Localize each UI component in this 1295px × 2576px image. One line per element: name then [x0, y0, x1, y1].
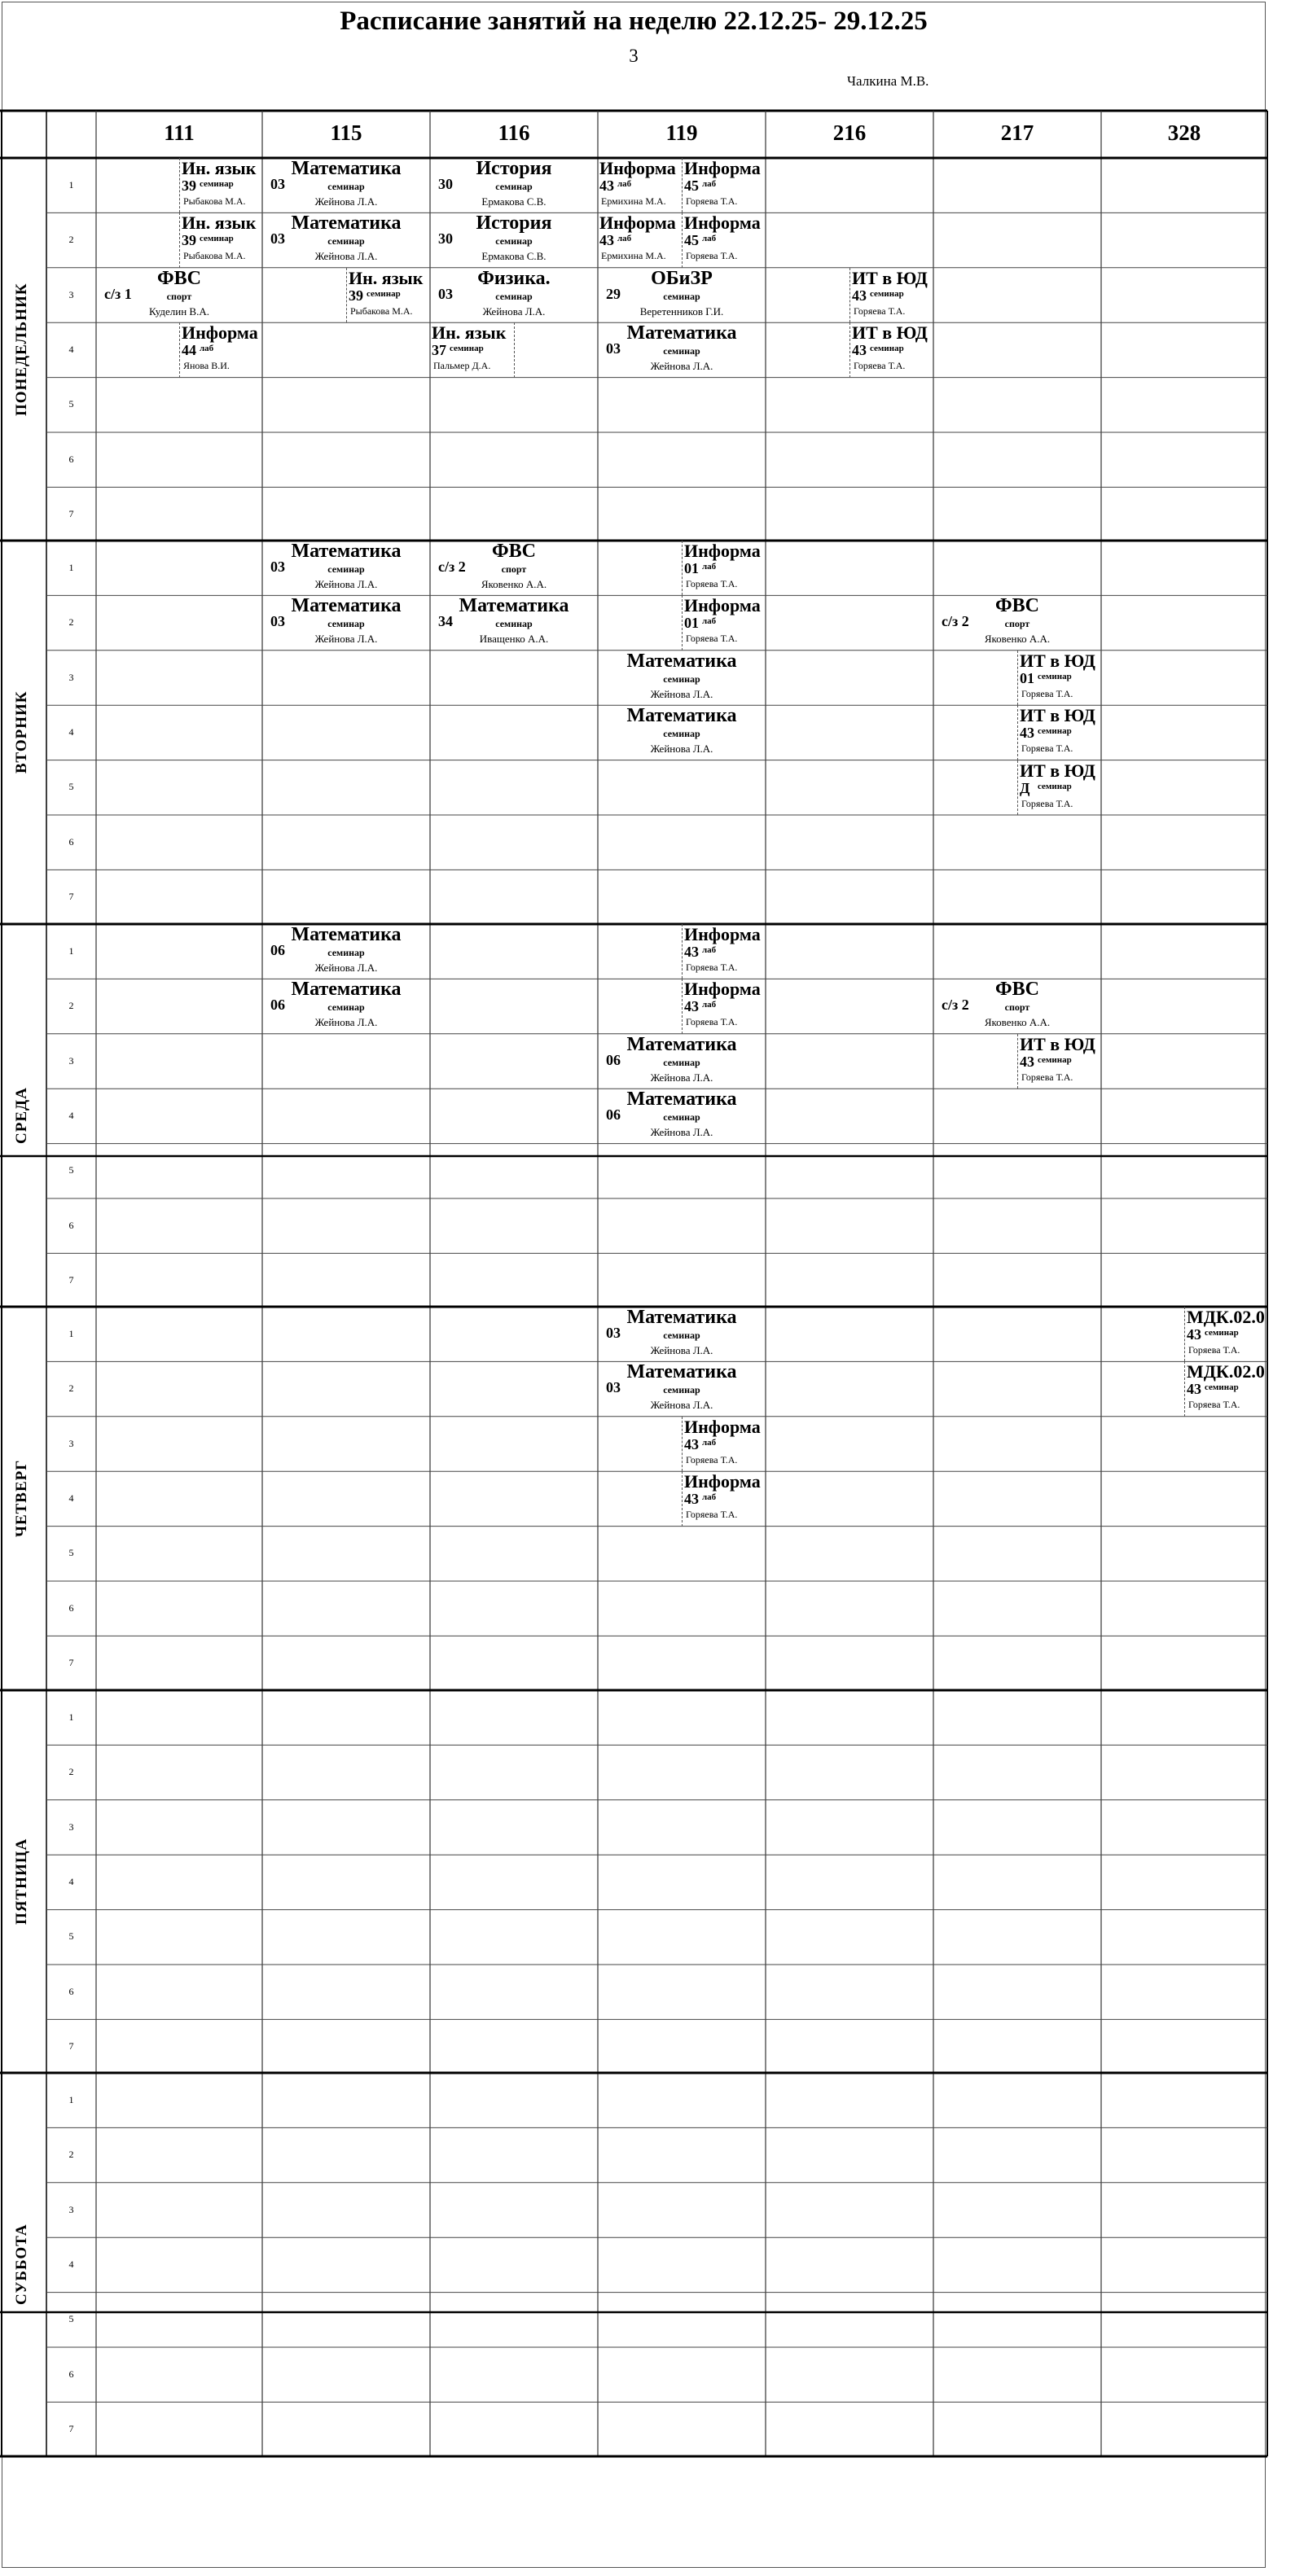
lesson-subject: Математика	[291, 595, 402, 617]
lesson-room: 03	[606, 340, 621, 357]
lesson-teacher: Горяева Т.А.	[686, 1509, 738, 1521]
page-title: Расписание занятий на неделю 22.12.25- 29.12.25	[340, 7, 928, 36]
lesson-subject: ИТ в ЮД	[1020, 650, 1095, 671]
lesson-type: спорт	[1004, 618, 1030, 630]
day-label: СРЕДА	[13, 1087, 30, 1144]
period-number: 3	[68, 1054, 74, 1067]
lesson-cell[interactable]	[262, 541, 430, 595]
lesson-type: семинар	[1038, 1054, 1072, 1065]
lesson-type: семинар	[200, 179, 234, 189]
period-number: 2	[68, 616, 74, 629]
period-number: 4	[68, 343, 74, 355]
lesson-subject: ИТ в ЮД	[1020, 705, 1095, 726]
lesson-subject: ИТ в ЮД	[852, 267, 928, 288]
lesson-subject: История	[476, 212, 552, 234]
lesson-cell[interactable]	[598, 1089, 766, 1143]
lesson-cell[interactable]	[430, 158, 598, 212]
lesson-cell[interactable]	[933, 595, 1101, 650]
lesson-room: 30	[438, 176, 453, 192]
lesson-cell[interactable]	[262, 924, 430, 979]
lesson-subject: Математика	[626, 1307, 737, 1328]
lesson-subject: Математика	[626, 650, 737, 672]
lesson-subject: Информа	[684, 595, 761, 616]
period-number: 6	[68, 1219, 74, 1231]
period-number: 1	[68, 178, 74, 191]
lesson-cell[interactable]	[1017, 760, 1102, 815]
lesson-type: семинар	[367, 288, 401, 299]
period-number: 7	[68, 2040, 74, 2052]
lesson-type: семинар	[495, 181, 533, 192]
lesson-type: семинар	[327, 1001, 365, 1014]
lesson-subject: Информа	[182, 322, 258, 344]
lesson-type: лаб	[702, 616, 717, 627]
lesson-room: 06	[270, 997, 285, 1014]
lesson-teacher: Ермихина М.А.	[601, 250, 666, 262]
room-header-216: 216	[832, 120, 867, 145]
lesson-type: семинар	[1038, 781, 1072, 791]
period-number: 1	[68, 2093, 74, 2105]
lesson-teacher: Веретенников Г.И.	[639, 304, 724, 318]
lesson-room: 03	[270, 559, 285, 575]
period-number: 3	[68, 2203, 74, 2215]
lesson-teacher: Жейнова Л.А.	[314, 633, 378, 646]
period-number: 4	[68, 1875, 74, 1887]
lesson-teacher: Рыбакова М.А.	[350, 304, 413, 317]
lesson-teacher: Ермихина М.А.	[601, 195, 666, 207]
lesson-room: 43	[852, 342, 867, 359]
lesson-subject: Информа	[684, 158, 761, 178]
lesson-teacher: Горяева Т.А.	[1188, 1344, 1240, 1356]
period-number: 3	[68, 1820, 74, 1833]
lesson-cell[interactable]	[682, 212, 766, 267]
lesson-type: семинар	[1038, 671, 1072, 681]
lesson-teacher: Жейнова Л.А.	[650, 1071, 713, 1084]
lesson-type: семинар	[327, 947, 365, 958]
group-number: 3	[629, 46, 639, 66]
room-header-328: 328	[1167, 120, 1201, 145]
lesson-subject: Математика	[459, 595, 569, 617]
lesson-teacher: Жейнова Л.А.	[650, 1344, 713, 1356]
lesson-subject: Математика	[291, 924, 402, 945]
lesson-cell[interactable]	[849, 322, 934, 377]
author-name: Чалкина М.В.	[847, 73, 929, 89]
lesson-subject: Математика	[626, 1033, 737, 1055]
period-number: 5	[68, 781, 74, 793]
lesson-room: 03	[270, 176, 285, 192]
lesson-type: лаб	[702, 1000, 717, 1010]
lesson-subject: ФВС	[492, 541, 536, 562]
lesson-cell[interactable]	[1184, 1361, 1268, 1416]
lesson-subject: Ин. язык	[349, 267, 424, 288]
period-number: 1	[68, 1711, 74, 1723]
day-label: СУББОТА	[13, 2223, 30, 2306]
lesson-room: 01	[684, 560, 699, 576]
lesson-room: 43	[684, 944, 699, 960]
lesson-type: семинар	[1205, 1328, 1239, 1338]
period-number: 6	[68, 453, 74, 465]
lesson-cell[interactable]	[682, 1471, 766, 1526]
period-number: 7	[68, 508, 74, 520]
lesson-teacher: Горяева Т.А.	[686, 1016, 738, 1028]
lesson-subject: Математика	[626, 1089, 737, 1111]
lesson-subject: Математика	[626, 705, 737, 727]
lesson-room: Д	[1020, 779, 1030, 796]
lesson-teacher: Янова В.И.	[183, 360, 230, 372]
lesson-teacher: Горяева Т.А.	[686, 1453, 738, 1465]
lesson-subject: МДК.02.0	[1187, 1307, 1265, 1327]
lesson-type: семинар	[450, 344, 484, 354]
lesson-cell[interactable]	[262, 595, 430, 650]
lesson-type: семинар	[1038, 726, 1072, 737]
lesson-room: 37	[432, 342, 446, 359]
period-number: 5	[68, 1164, 74, 1176]
lesson-cell[interactable]	[262, 979, 430, 1033]
lesson-room: 39	[182, 177, 196, 194]
lesson-teacher: Жейнова Л.А.	[650, 687, 713, 700]
period-number: 6	[68, 1601, 74, 1614]
lesson-type: лаб	[617, 234, 632, 244]
lesson-cell[interactable]	[1017, 651, 1102, 705]
lesson-type: семинар	[663, 1056, 700, 1068]
lesson-teacher: Жейнова Л.А.	[314, 1016, 378, 1029]
lesson-room: 45	[684, 177, 699, 194]
period-number: 5	[68, 1930, 74, 1943]
lesson-subject: Информа	[599, 212, 676, 234]
lesson-teacher: Ермакова С.В.	[481, 195, 547, 208]
lesson-room: с/з 1	[104, 285, 132, 302]
period-number: 5	[68, 398, 74, 410]
lesson-room: 43	[1187, 1381, 1201, 1398]
lesson-room: с/з 2	[942, 997, 969, 1014]
period-number: 7	[68, 1657, 74, 1669]
lesson-type: семинар	[200, 234, 234, 244]
lesson-type: семинар	[327, 235, 365, 248]
lesson-teacher: Рыбакова М.А.	[183, 250, 246, 262]
lesson-type: лаб	[702, 1437, 717, 1448]
lesson-type: семинар	[870, 344, 904, 354]
lesson-teacher: Горяева Т.А.	[686, 633, 738, 645]
lesson-type: спорт	[501, 563, 527, 575]
lesson-room: 03	[606, 1379, 621, 1396]
lesson-teacher: Яковенко А.А.	[984, 633, 1051, 646]
lesson-subject: Ин. язык	[182, 158, 257, 178]
lesson-teacher: Горяева Т.А.	[1188, 1399, 1240, 1411]
lesson-room: 06	[270, 942, 285, 958]
period-number: 3	[68, 288, 74, 300]
lesson-cell[interactable]	[430, 212, 598, 267]
lesson-cell[interactable]	[179, 322, 263, 377]
lesson-cell[interactable]	[598, 322, 766, 377]
lesson-room: 34	[438, 613, 453, 630]
lesson-room: 03	[606, 1325, 621, 1341]
lesson-teacher: Жейнова Л.А.	[314, 195, 378, 208]
lesson-teacher: Жейнова Л.А.	[314, 578, 378, 590]
lesson-teacher: Горяева Т.А.	[686, 962, 738, 973]
period-number: 4	[68, 2258, 74, 2270]
lesson-cell[interactable]	[1184, 1307, 1268, 1361]
lesson-teacher: Горяева Т.А.	[1021, 687, 1073, 699]
period-number: 1	[68, 944, 74, 957]
lesson-type: семинар	[663, 728, 700, 740]
lesson-room: 43	[1020, 725, 1034, 742]
lesson-subject: Информа	[684, 1416, 761, 1437]
lesson-type: семинар	[870, 288, 904, 299]
lesson-teacher: Пальмер Д.А.	[433, 360, 491, 372]
lesson-room: 29	[606, 285, 621, 302]
lesson-type: спорт	[1004, 1001, 1030, 1014]
room-header-119: 119	[665, 120, 698, 145]
lesson-teacher: Ермакова С.В.	[481, 250, 547, 263]
day-label: ЧЕТВЕРГ	[13, 1459, 30, 1538]
lesson-room: с/з 2	[438, 559, 466, 575]
lesson-room: 45	[684, 232, 699, 249]
lesson-type: семинар	[663, 345, 700, 357]
lesson-cell[interactable]	[1017, 1034, 1102, 1089]
lesson-cell[interactable]	[430, 541, 598, 595]
lesson-type: семинар	[663, 1384, 700, 1396]
lesson-type: семинар	[663, 1111, 700, 1124]
lesson-room: 39	[349, 287, 363, 304]
lesson-cell[interactable]	[598, 651, 766, 705]
lesson-type: семинар	[663, 290, 700, 302]
lesson-teacher: Рыбакова М.А.	[183, 195, 246, 207]
lesson-room: 01	[1020, 669, 1034, 686]
lesson-teacher: Жейнова Л.А.	[650, 360, 713, 373]
period-number: 7	[68, 891, 74, 903]
lesson-room: 01	[684, 615, 699, 632]
period-number: 3	[68, 671, 74, 683]
lesson-teacher: Жейнова Л.А.	[650, 1399, 713, 1412]
period-number: 6	[68, 835, 74, 848]
lesson-teacher: Жейнова Л.А.	[650, 743, 713, 756]
period-number: 7	[68, 1274, 74, 1286]
day-label: ПЯТНИЦА	[13, 1838, 30, 1925]
period-number: 6	[68, 2368, 74, 2380]
lesson-room: с/з 2	[942, 613, 969, 630]
lesson-subject: ФВС	[157, 267, 201, 289]
lesson-subject: История	[476, 158, 552, 179]
day-label: ПОНЕДЕЛЬНИК	[13, 283, 30, 416]
lesson-subject: Математика	[291, 212, 402, 234]
lesson-teacher: Горяева Т.А.	[1021, 743, 1073, 755]
lesson-cell[interactable]	[430, 268, 598, 322]
lesson-type: лаб	[702, 1492, 717, 1503]
lesson-teacher: Горяева Т.А.	[686, 195, 738, 207]
room-header-111: 111	[164, 120, 195, 145]
lesson-teacher: Яковенко А.А.	[984, 1016, 1051, 1029]
lesson-room: 06	[606, 1051, 621, 1068]
lesson-cell[interactable]	[682, 595, 766, 650]
lesson-type: семинар	[1205, 1382, 1239, 1393]
lesson-room: 03	[270, 613, 285, 630]
lesson-type: семинар	[495, 290, 533, 302]
lesson-type: семинар	[495, 618, 533, 630]
lesson-teacher: Жейнова Л.А.	[314, 962, 378, 974]
lesson-subject: Информа	[684, 212, 761, 234]
lesson-type: семинар	[327, 181, 365, 192]
lesson-type: семинар	[327, 618, 365, 630]
lesson-room: 43	[852, 287, 867, 304]
lesson-cell[interactable]	[262, 212, 430, 267]
lesson-subject: ИТ в ЮД	[1020, 1033, 1095, 1054]
lesson-cell[interactable]	[96, 268, 262, 322]
lesson-subject: Ин. язык	[182, 212, 257, 234]
lesson-teacher: Жейнова Л.А.	[314, 250, 378, 263]
lesson-room: 44	[182, 342, 196, 359]
period-number: 6	[68, 1985, 74, 1997]
lesson-subject: ФВС	[995, 595, 1039, 617]
lesson-cell[interactable]	[1017, 705, 1102, 760]
lesson-cell[interactable]	[430, 322, 515, 377]
lesson-type: лаб	[702, 945, 717, 955]
lesson-cell[interactable]	[933, 979, 1101, 1033]
lesson-room: 43	[1187, 1326, 1201, 1343]
lesson-room: 43	[1020, 1053, 1034, 1070]
period-number: 1	[68, 1327, 74, 1339]
period-number: 7	[68, 2423, 74, 2435]
lesson-room: 39	[182, 232, 196, 249]
lesson-teacher: Яковенко А.А.	[481, 578, 547, 590]
period-number: 4	[68, 725, 74, 738]
lesson-teacher: Горяева Т.А.	[686, 250, 738, 262]
lesson-cell[interactable]	[179, 212, 263, 267]
period-number: 3	[68, 1437, 74, 1449]
lesson-subject: Математика	[291, 541, 402, 562]
lesson-subject: Математика	[291, 979, 402, 1001]
lesson-subject: ОБиЗР	[651, 267, 713, 289]
lesson-subject: Информа	[599, 158, 676, 178]
lesson-subject: Математика	[626, 322, 737, 344]
lesson-subject: Информа	[684, 1471, 761, 1492]
lesson-cell[interactable]	[262, 158, 430, 212]
lesson-cell[interactable]	[598, 212, 683, 267]
lesson-room: 43	[684, 1491, 699, 1508]
lesson-subject: Ин. язык	[432, 322, 507, 344]
lesson-teacher: Жейнова Л.А.	[482, 304, 546, 318]
lesson-type: лаб	[702, 179, 717, 189]
lesson-cell[interactable]	[682, 924, 766, 979]
lesson-subject: Математика	[626, 1361, 737, 1383]
room-header-116: 116	[498, 120, 530, 145]
lesson-subject: Информа	[684, 541, 761, 561]
lesson-teacher: Куделин В.А.	[149, 304, 209, 318]
lesson-room: 43	[684, 998, 699, 1015]
lesson-teacher: Жейнова Л.А.	[650, 1126, 713, 1139]
lesson-type: лаб	[702, 562, 717, 572]
lesson-cell[interactable]	[598, 268, 766, 322]
lesson-cell[interactable]	[179, 158, 263, 212]
day-label: ВТОРНИК	[13, 690, 30, 774]
period-number: 2	[68, 1000, 74, 1012]
lesson-type: семинар	[663, 1330, 700, 1341]
lesson-type: лаб	[702, 234, 717, 244]
lesson-cell[interactable]	[598, 158, 683, 212]
lesson-room: 43	[684, 1435, 699, 1452]
room-header-115: 115	[330, 120, 362, 145]
lesson-cell[interactable]	[346, 268, 431, 322]
lesson-cell[interactable]	[430, 595, 598, 650]
lesson-subject: Информа	[684, 924, 761, 944]
lesson-room: 30	[438, 230, 453, 248]
lesson-room: 43	[599, 232, 614, 249]
lesson-subject: ИТ в ЮД	[852, 322, 928, 344]
period-number: 2	[68, 2149, 74, 2161]
lesson-cell[interactable]	[682, 541, 766, 595]
lesson-subject: Математика	[291, 158, 402, 179]
lesson-subject: ИТ в ЮД	[1020, 760, 1095, 781]
lesson-cell[interactable]	[682, 1417, 766, 1471]
lesson-room: 06	[606, 1106, 621, 1124]
period-number: 4	[68, 1109, 74, 1121]
lesson-teacher: Горяева Т.А.	[1021, 1071, 1073, 1083]
lesson-subject: Физика.	[477, 267, 551, 289]
lesson-teacher: Горяева Т.А.	[686, 578, 738, 589]
lesson-type: семинар	[495, 235, 533, 248]
lesson-subject: ФВС	[995, 979, 1039, 1001]
lesson-subject: Информа	[684, 979, 761, 1000]
lesson-teacher: Горяева Т.А.	[1021, 797, 1073, 809]
lesson-cell[interactable]	[598, 1307, 766, 1361]
lesson-cell[interactable]	[849, 268, 934, 322]
lesson-type: лаб	[617, 179, 632, 189]
period-number: 4	[68, 1492, 74, 1504]
room-header-217: 217	[1000, 120, 1034, 145]
lesson-teacher: Горяева Т.А.	[854, 304, 906, 317]
lesson-teacher: Горяева Т.А.	[854, 360, 906, 372]
lesson-cell[interactable]	[682, 979, 766, 1033]
lesson-room: 03	[438, 285, 453, 302]
lesson-cell[interactable]	[598, 705, 766, 760]
lesson-type: лаб	[200, 344, 214, 354]
lesson-teacher: Иващенко А.А.	[479, 633, 549, 646]
lesson-cell[interactable]	[598, 1034, 766, 1089]
lesson-room: 03	[270, 230, 285, 248]
lesson-cell[interactable]	[682, 158, 766, 212]
period-number: 5	[68, 2313, 74, 2325]
lesson-type: семинар	[663, 672, 700, 685]
lesson-type: спорт	[166, 290, 192, 302]
period-number: 1	[68, 561, 74, 573]
lesson-type: семинар	[327, 563, 365, 575]
period-number: 2	[68, 1382, 74, 1395]
period-number: 2	[68, 1766, 74, 1778]
lesson-subject: МДК.02.0	[1187, 1361, 1265, 1382]
lesson-cell[interactable]	[598, 1361, 766, 1416]
period-number: 5	[68, 1547, 74, 1559]
lesson-room: 43	[599, 177, 614, 194]
period-number: 2	[68, 234, 74, 246]
